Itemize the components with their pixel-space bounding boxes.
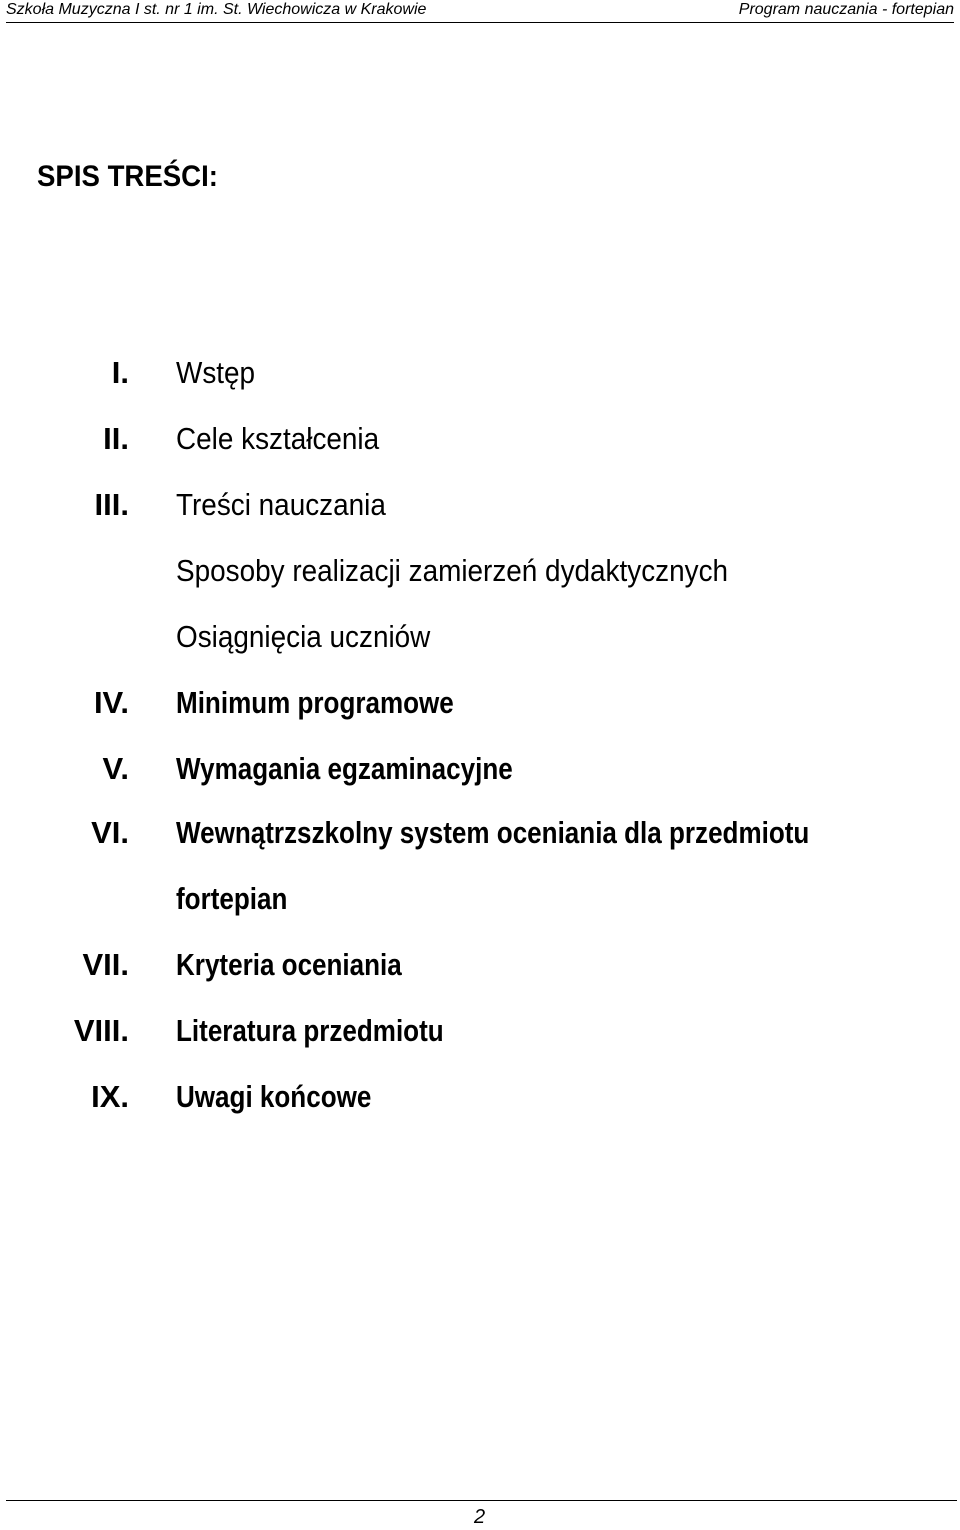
toc-entry-number: I. [111, 355, 129, 390]
toc-entry-title: fortepian [176, 881, 288, 916]
page-number: 2 [474, 1506, 486, 1528]
toc-entry [0, 881, 960, 925]
toc-entry-title: Kryteria oceniania [176, 947, 402, 982]
header-school-name: Szkoła Muzyczna I st. nr 1 im. St. Wiechowicza w Krakowie [6, 1, 427, 18]
toc-title: SPIS TREŚCI: [37, 160, 218, 193]
toc-entry [0, 355, 960, 399]
toc-entry [0, 815, 960, 859]
toc-entry [0, 947, 960, 991]
toc-entry [0, 619, 960, 663]
toc-entry [0, 751, 960, 795]
footer-rule [6, 1500, 957, 1501]
toc-entry-number: VI. [91, 815, 129, 850]
toc-entry-title: Sposoby realizacji zamierzeń dydaktycznych [176, 553, 729, 588]
toc-entry-title: Uwagi końcowe [176, 1079, 372, 1114]
toc-entry [0, 685, 960, 729]
toc-entry [0, 553, 960, 597]
toc-entry [0, 487, 960, 531]
toc-entry-number: IV. [93, 685, 129, 720]
header-document-title: Program nauczania - fortepian [738, 1, 954, 18]
toc-entry-title: Wstęp [176, 355, 256, 390]
toc-entry-number: VIII. [73, 1013, 129, 1048]
toc-entry [0, 421, 960, 465]
toc-entry [0, 1079, 960, 1123]
toc-entry [0, 1013, 960, 1057]
toc-entry-title: Cele kształcenia [176, 421, 380, 456]
toc-entry-title: Minimum programowe [176, 685, 454, 720]
toc-entry-title: Osiągnięcia uczniów [176, 619, 431, 654]
toc-entry-number: VII. [82, 947, 129, 982]
toc-entry-number: IX. [91, 1079, 129, 1114]
toc-entry-number: V. [102, 751, 129, 786]
toc-entry-title: Literatura przedmiotu [176, 1013, 444, 1048]
toc-entry-title: Treści nauczania [176, 487, 386, 522]
toc-entry-title: Wymagania egzaminacyjne [176, 751, 513, 786]
toc-entry-number: III. [94, 487, 129, 522]
toc-entry-number: II. [103, 421, 129, 456]
toc-entry-title: Wewnątrzszkolny system oceniania dla przedmiotu [176, 815, 810, 850]
